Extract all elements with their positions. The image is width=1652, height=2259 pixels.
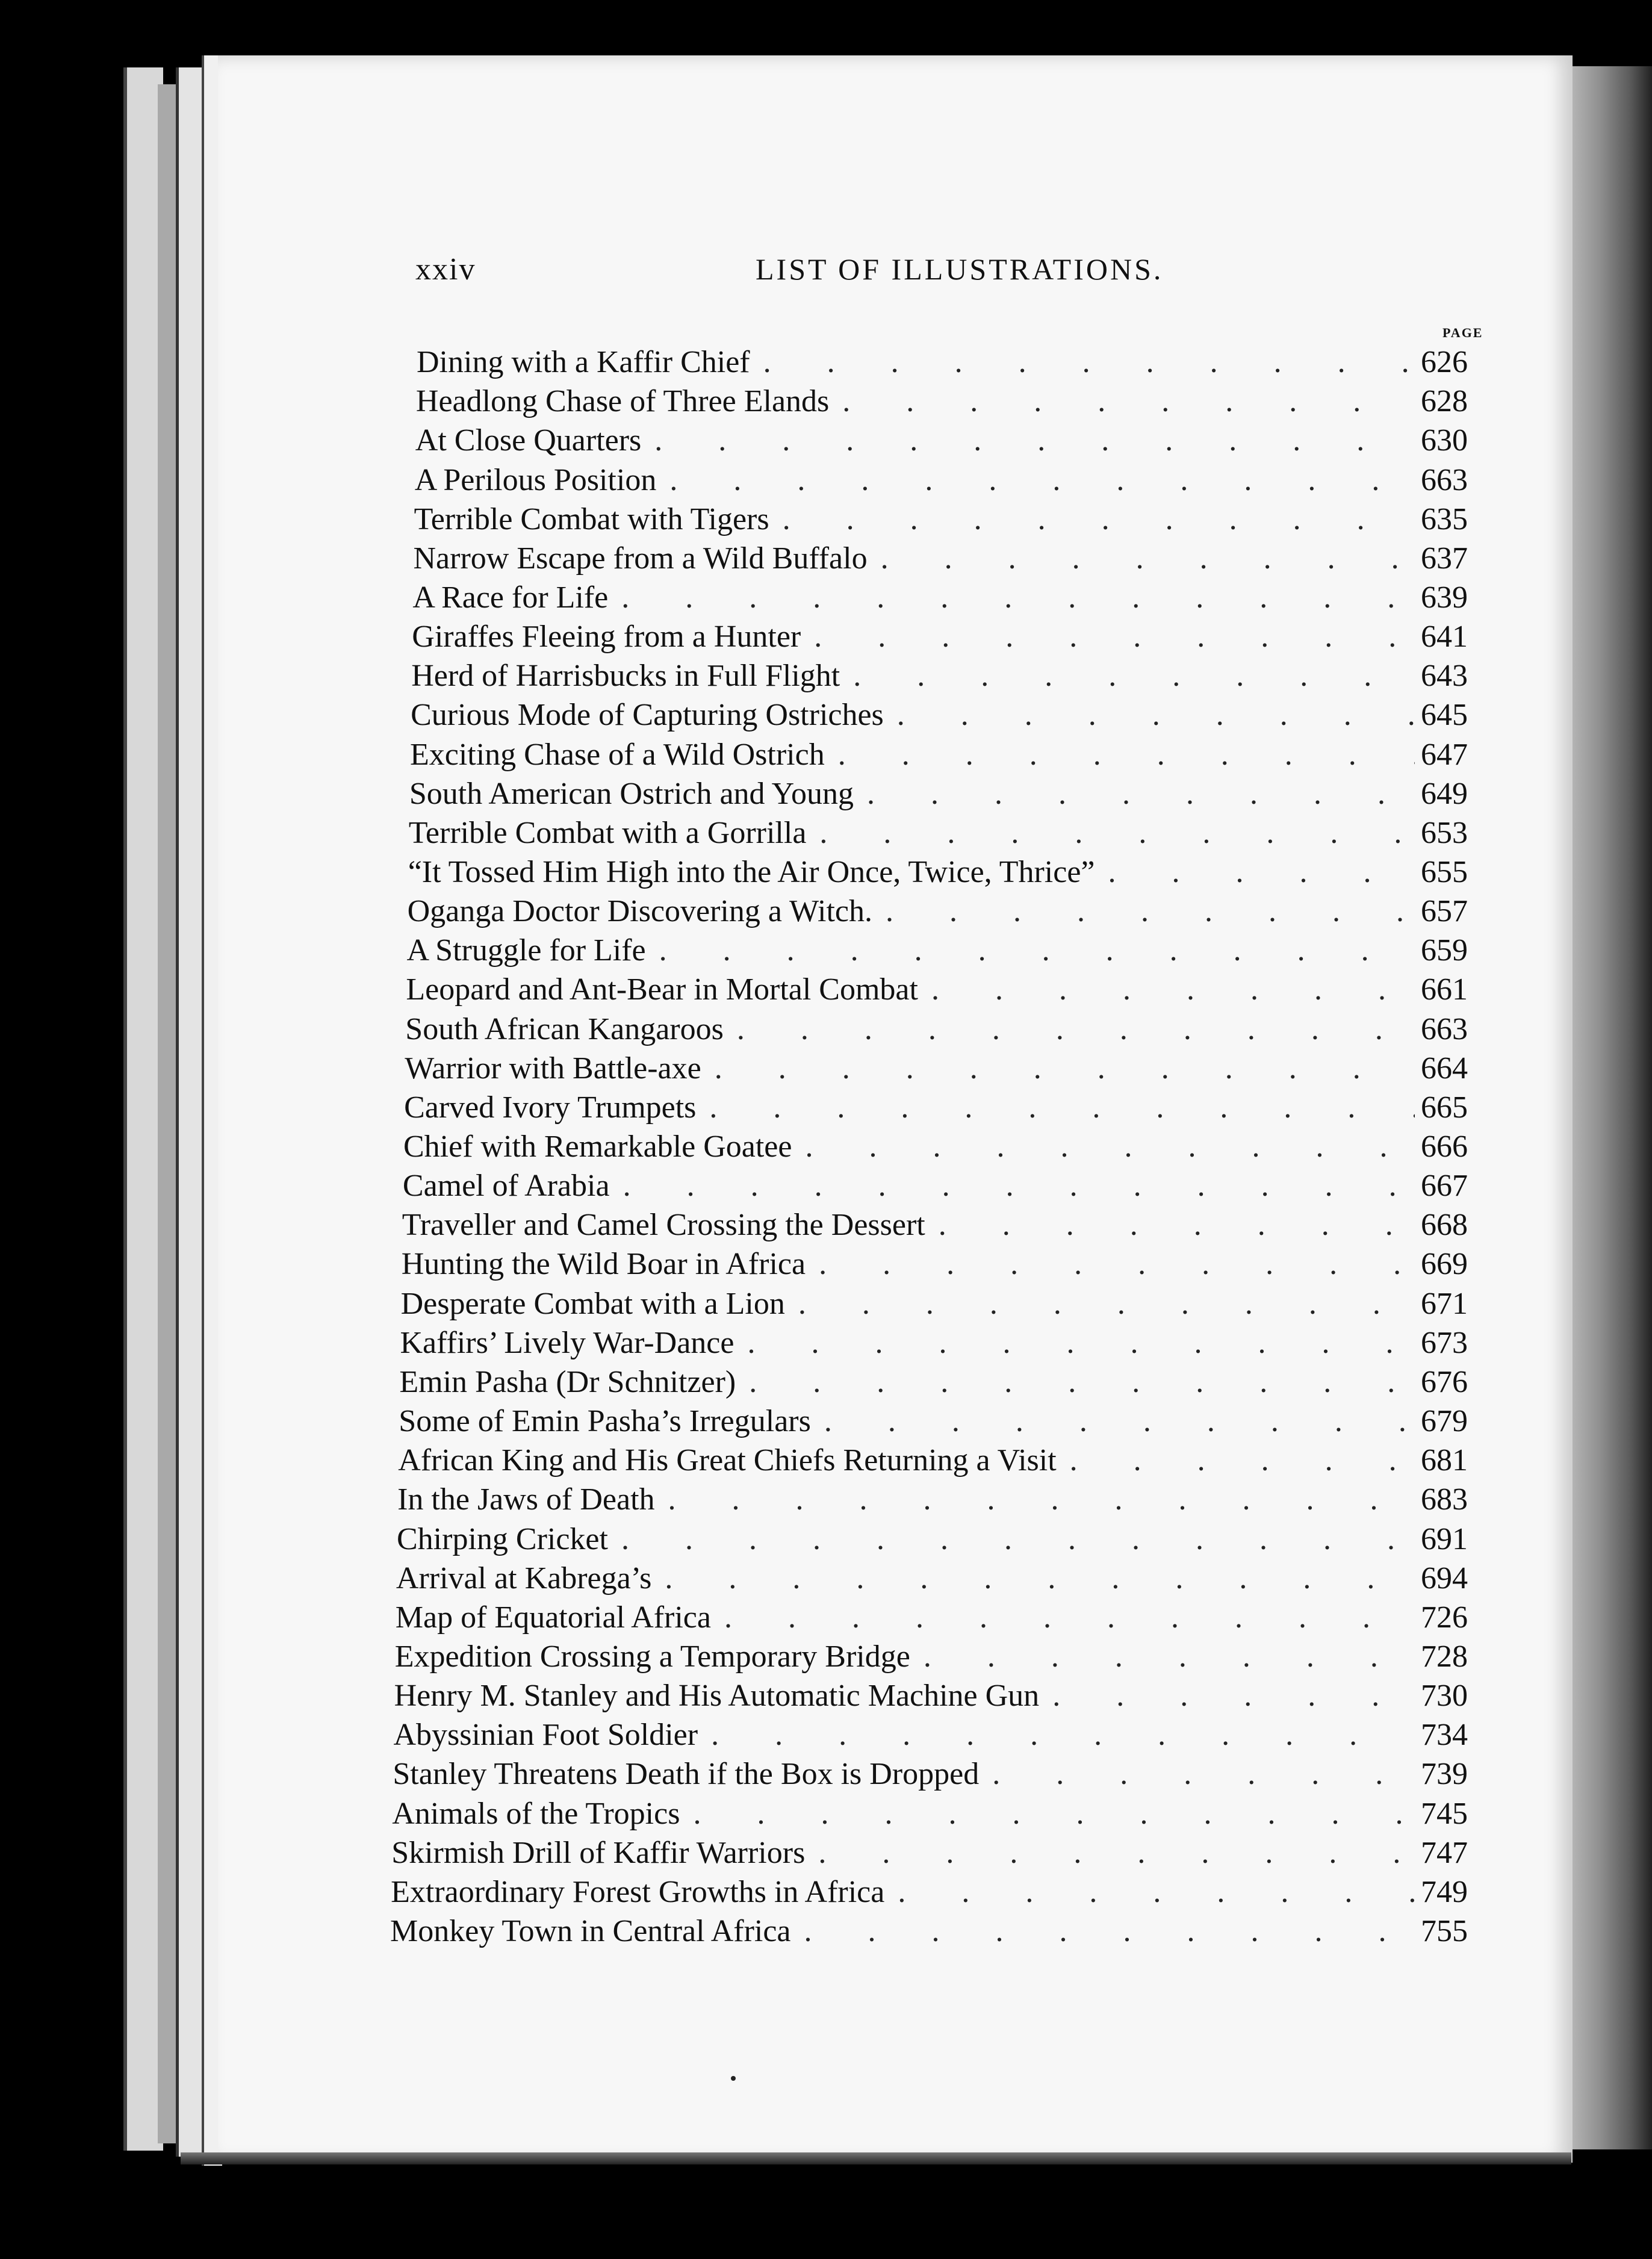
- page-number: 637: [1421, 541, 1468, 576]
- list-item: [408, 854, 1487, 894]
- illustration-title: Warrior with Battle-axe: [405, 1051, 701, 1086]
- illustration-title: In the Jaws of Death: [397, 1482, 655, 1517]
- dot-leader: [897, 697, 1415, 733]
- list-item: [407, 933, 1488, 972]
- list-item: [411, 658, 1487, 698]
- page-number: 635: [1420, 502, 1468, 536]
- list-item: [416, 384, 1487, 423]
- dot-leader: [783, 502, 1415, 537]
- page-number: 668: [1420, 1208, 1468, 1243]
- list-item: [403, 1129, 1487, 1169]
- page-number: 666: [1421, 1130, 1468, 1164]
- dot-leader: [724, 1600, 1415, 1635]
- page-column-heading: PAGE: [1442, 325, 1483, 340]
- page-number: 649: [1420, 776, 1468, 811]
- dot-leader: [939, 1207, 1415, 1243]
- page-number: 734: [1421, 1718, 1468, 1753]
- dot-leader: [709, 1090, 1415, 1125]
- dot-leader: [838, 737, 1415, 772]
- list-item: [397, 1482, 1487, 1521]
- illustration-title: Kaffirs’ Lively War-Dance: [400, 1325, 734, 1360]
- list-item: [399, 1403, 1487, 1443]
- list-item: [398, 1443, 1487, 1482]
- list-item: [394, 1717, 1488, 1757]
- illustration-title: Traveller and Camel Crossing the Dessert: [402, 1208, 925, 1243]
- list-item: [396, 1600, 1487, 1639]
- page-number: 749: [1420, 1874, 1468, 1909]
- list-item: [410, 737, 1487, 777]
- illustration-title: Terrible Combat with Tigers: [414, 502, 769, 536]
- page-number: 665: [1420, 1090, 1468, 1125]
- list-item: [396, 1561, 1487, 1600]
- dot-leader: [1108, 854, 1415, 890]
- dot-leader: [898, 1874, 1415, 1910]
- list-item: [405, 1011, 1487, 1051]
- illustration-title: South African Kangaroos: [405, 1011, 724, 1046]
- illustration-title: Henry M. Stanley and His Automatic Machine Gun: [394, 1679, 1040, 1714]
- list-item: [392, 1796, 1487, 1836]
- dot-leader: [886, 893, 1415, 929]
- illustration-title: Hunting the Wild Boar in Africa: [401, 1247, 806, 1282]
- page-number: 663: [1420, 462, 1468, 497]
- list-item: [391, 1835, 1487, 1875]
- dot-leader: [749, 1364, 1415, 1400]
- illustration-title: Terrible Combat with a Gorrilla: [408, 815, 807, 850]
- list-item: [414, 541, 1488, 580]
- list-item: [415, 462, 1487, 502]
- page-number: 683: [1420, 1482, 1468, 1517]
- list-item: [406, 972, 1487, 1011]
- dot-leader: [659, 933, 1415, 968]
- dot-leader: [665, 1561, 1415, 1596]
- page-number: 664: [1420, 1051, 1468, 1086]
- dot-leader: [814, 619, 1415, 654]
- list-item: [409, 776, 1487, 816]
- list-item: [390, 1913, 1487, 1953]
- illustration-title: Emin Pasha (Dr Schnitzer): [399, 1364, 736, 1399]
- dot-leader: [853, 658, 1415, 694]
- illustration-title: A Perilous Position: [414, 462, 657, 497]
- page-number: 641: [1420, 620, 1468, 654]
- page-number: 647: [1421, 737, 1468, 772]
- illustration-title: At Close Quarters: [415, 423, 642, 458]
- list-item: [399, 1364, 1487, 1404]
- illustration-title: Dining with a Kaffir Chief: [417, 345, 750, 379]
- page-number: 755: [1421, 1914, 1468, 1948]
- page-number: 676: [1420, 1364, 1468, 1399]
- print-speck: [731, 2076, 736, 2081]
- list-item: [405, 1051, 1487, 1090]
- list-item: [402, 1246, 1487, 1286]
- illustration-title: Oganga Doctor Discovering a Witch.: [407, 894, 872, 929]
- dot-leader: [737, 1011, 1415, 1047]
- list-item: [395, 1639, 1487, 1679]
- dot-leader: [804, 1913, 1415, 1949]
- dot-leader: [931, 972, 1415, 1007]
- list-item: [401, 1286, 1487, 1326]
- illustration-title: African King and His Great Chiefs Returning a Visit: [398, 1443, 1057, 1478]
- list-item: [417, 344, 1487, 384]
- dot-leader: [818, 1835, 1415, 1871]
- page-number: 639: [1420, 580, 1468, 615]
- illustration-title: Curious Mode of Capturing Ostriches: [411, 698, 884, 733]
- page-number: 657: [1420, 894, 1468, 929]
- list-item: [408, 893, 1487, 933]
- list-item: [412, 580, 1487, 620]
- page-number: 661: [1420, 972, 1468, 1007]
- list-item: [394, 1678, 1487, 1718]
- page-number: 728: [1420, 1639, 1468, 1674]
- page-number: 739: [1420, 1757, 1468, 1792]
- illustration-title: Leopard and Ant-Bear in Mortal Combat: [406, 972, 918, 1007]
- dot-leader: [819, 1246, 1415, 1282]
- list-item: [403, 1168, 1487, 1208]
- illustration-title: A Struggle for Life: [406, 933, 646, 968]
- dot-leader: [1052, 1678, 1415, 1714]
- illustration-title: Extraordinary Forest Growths in Africa: [391, 1874, 885, 1909]
- list-item: [391, 1874, 1487, 1914]
- page-number: 643: [1420, 659, 1468, 694]
- illustration-title: Headlong Chase of Three Elands: [415, 384, 830, 419]
- page-number: 747: [1420, 1835, 1468, 1870]
- page-number: 667: [1420, 1169, 1468, 1204]
- dot-leader: [867, 776, 1415, 812]
- dot-leader: [842, 384, 1415, 419]
- dot-leader: [1070, 1443, 1415, 1478]
- illustration-title: Camel of Arabia: [402, 1169, 610, 1204]
- illustration-title: Arrival at Kabrega’s: [396, 1561, 652, 1596]
- page-number: 745: [1420, 1796, 1468, 1831]
- illustration-title: Skirmish Drill of Kaffir Warriors: [391, 1835, 806, 1870]
- page-number: 679: [1420, 1404, 1468, 1439]
- page-number: 673: [1421, 1325, 1468, 1360]
- page-number: 669: [1420, 1247, 1468, 1282]
- dot-leader: [747, 1325, 1415, 1361]
- page-number: 694: [1420, 1561, 1468, 1596]
- list-item: [414, 502, 1487, 541]
- list-item: [404, 1090, 1487, 1130]
- dot-leader: [711, 1717, 1415, 1753]
- page-number: 691: [1421, 1521, 1468, 1556]
- dot-leader: [669, 462, 1415, 498]
- illustration-title: A Race for Life: [412, 580, 609, 615]
- illustration-title: Exciting Chase of a Wild Ostrich: [410, 737, 825, 772]
- list-item: [412, 619, 1487, 659]
- illustration-title: Chief with Remarkable Goatee: [403, 1130, 792, 1164]
- dot-leader: [623, 1168, 1415, 1204]
- page-number: 671: [1420, 1286, 1468, 1321]
- illustration-title: Map of Equatorial Africa: [395, 1600, 711, 1635]
- illustration-title: Herd of Harrisbucks in Full Flight: [411, 659, 840, 694]
- page-number: 681: [1420, 1443, 1468, 1478]
- list-item: [409, 815, 1487, 855]
- page-number: 730: [1420, 1679, 1468, 1714]
- dot-leader: [654, 423, 1415, 458]
- dot-leader: [798, 1286, 1415, 1322]
- page-number: 655: [1420, 855, 1468, 889]
- page-number: 659: [1421, 933, 1468, 968]
- illustration-title: Stanley Threatens Death if the Box is Dropped: [393, 1757, 980, 1792]
- page-number: 645: [1420, 698, 1468, 733]
- list-item: [402, 1207, 1487, 1247]
- list-item: [400, 1325, 1488, 1365]
- page-number: 626: [1421, 345, 1468, 379]
- dot-leader: [992, 1756, 1415, 1792]
- dot-leader: [621, 1521, 1415, 1557]
- page-number: 630: [1420, 423, 1468, 458]
- illustration-title: Giraffes Fleeing from a Hunter: [412, 620, 801, 654]
- page-folio: xxiv: [415, 252, 476, 287]
- page-number: 628: [1420, 384, 1468, 419]
- dot-leader: [668, 1482, 1415, 1517]
- illustration-title: Carved Ivory Trumpets: [404, 1090, 697, 1125]
- dot-leader: [621, 580, 1415, 615]
- illustration-title: Desperate Combat with a Lion: [400, 1286, 785, 1321]
- dot-leader: [763, 344, 1415, 380]
- dot-leader: [924, 1639, 1415, 1674]
- illustration-title: “It Tossed Him High into the Air Once, Twice, Thrice”: [408, 855, 1095, 889]
- page-number: 663: [1420, 1011, 1468, 1046]
- page-number: 653: [1420, 815, 1468, 850]
- illustration-title: Animals of the Tropics: [392, 1796, 680, 1831]
- list-item: [397, 1521, 1487, 1561]
- dot-leader: [819, 815, 1415, 851]
- running-title: LIST OF ILLUSTRATIONS.: [756, 252, 1164, 286]
- dot-leader: [805, 1129, 1415, 1164]
- list-item: [393, 1756, 1487, 1796]
- list-item: [415, 423, 1487, 462]
- page-number: 726: [1420, 1600, 1468, 1635]
- illustration-title: Expedition Crossing a Temporary Bridge: [394, 1639, 910, 1674]
- dot-leader: [693, 1796, 1415, 1832]
- illustration-title: Abyssinian Foot Soldier: [393, 1718, 698, 1753]
- dot-leader: [881, 541, 1415, 576]
- dot-leader: [715, 1051, 1415, 1086]
- list-item: [411, 697, 1487, 737]
- illustration-title: Narrow Escape from a Wild Buffalo: [413, 541, 868, 576]
- dot-leader: [824, 1403, 1415, 1439]
- illustration-title: South American Ostrich and Young: [409, 776, 854, 811]
- illustration-title: Monkey Town in Central Africa: [390, 1914, 791, 1948]
- illustration-title: Chirping Cricket: [397, 1521, 608, 1556]
- illustration-title: Some of Emin Pasha’s Irregulars: [399, 1404, 811, 1439]
